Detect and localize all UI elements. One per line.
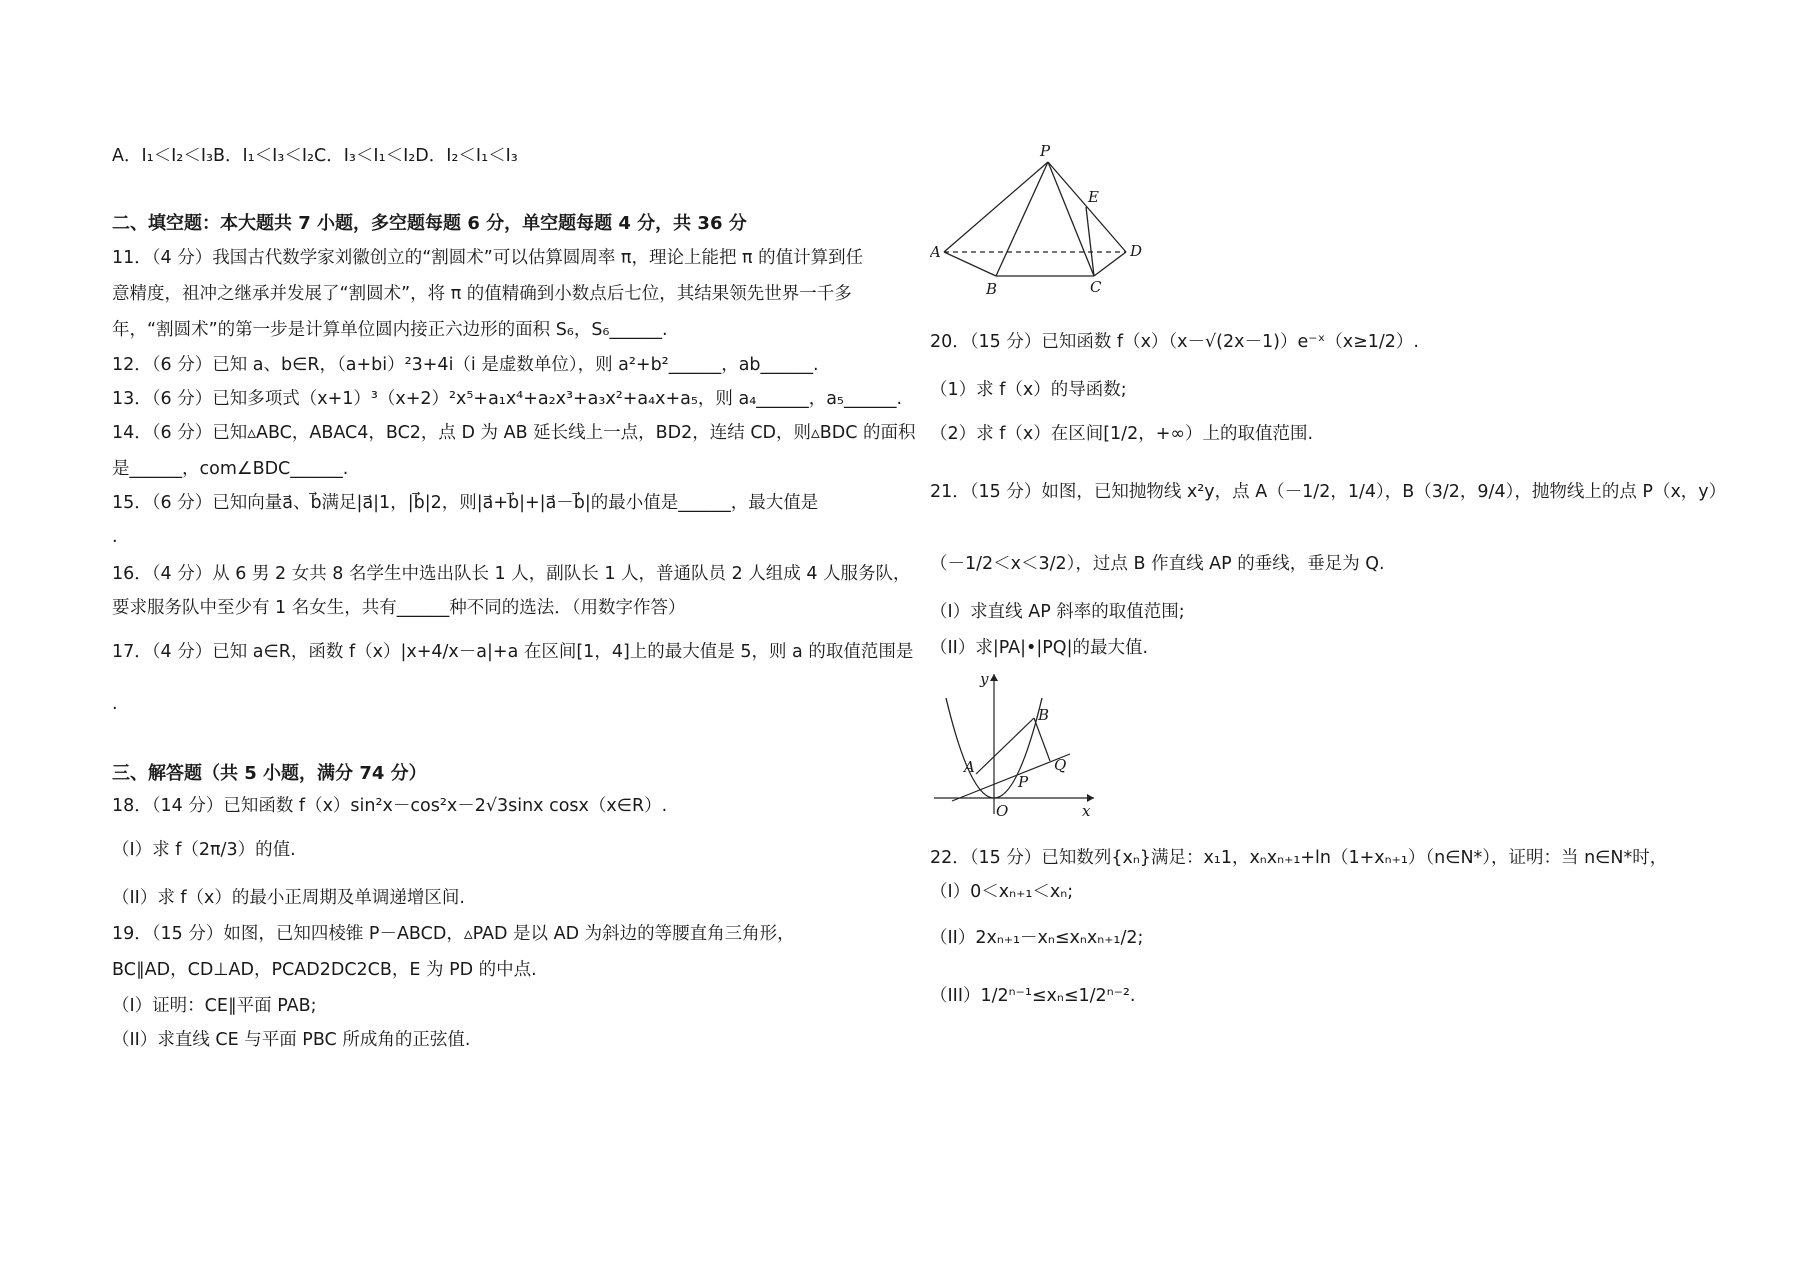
q18-part2: （II）求 f（x）的最小正周期及单调递增区间. [112, 888, 465, 908]
q15-line2: . [112, 527, 118, 547]
label-p: P [1040, 142, 1051, 160]
q20-part2: （2）求 f（x）在区间[1/2，+∞）上的取值范围. [930, 424, 1314, 444]
q22-line1: 22．（15 分）已知数列{xₙ}满足：x₁1，xₙxₙ₊₁+ln（1+xₙ₊₁）（n∈N*），证明：当 n∈N*时， [930, 848, 1668, 868]
q13: 13．（6 分）已知多项式（x+1）³（x+2）²x⁵+a₁x⁴+a₂x³+a₃x²+a₄x+a₅，则 a₄______，a₅______. [112, 389, 903, 409]
axis-y-label: y [980, 670, 989, 688]
q17-line1: 17．（4 分）已知 a∈R，函数 f（x）|x+4/x－a|+a 在区间[1，4]上的最大值是 5，则 a 的取值范围是 [112, 642, 914, 662]
q11-line2: 意精度，祖冲之继承并发展了“割圆术”，将 π 的值精确到小数点后七位，其结果领先世界一千多 [112, 284, 852, 304]
q18-part1: （I）求 f（2π/3）的值. [112, 840, 296, 860]
label-e: E [1088, 188, 1099, 206]
q18-line1: 18．（14 分）已知函数 f（x）sin²x－cos²x－2√3sinx cosx（x∈R）. [112, 796, 668, 816]
q11-line3: 年，“割圆术”的第一步是计算单位圆内接正六边形的面积 S₆，S₆______. [112, 320, 668, 340]
q19-part2: （II）求直线 CE 与平面 PBC 所成角的正弦值. [112, 1030, 471, 1050]
q14-line2: 是______，com∠BDC______. [112, 459, 349, 479]
label-o: O [996, 802, 1009, 818]
q21-line1: 21．（15 分）如图，已知抛物线 x²y，点 A（－1/2，1/4），B（3/2，9/4），抛物线上的点 P（x，y） [930, 482, 1727, 502]
label-c: C [1090, 278, 1102, 296]
q16-line2: 要求服务队中至少有 1 名女生，共有______种不同的选法．（用数字作答） [112, 598, 686, 618]
q21-part2: （II）求|PA|•|PQ|的最大值. [930, 638, 1149, 658]
label-a2: A [964, 758, 975, 776]
q17-line2: . [112, 694, 118, 714]
axis-x-label: x [1082, 802, 1091, 818]
q12: 12．（6 分）已知 a、b∈R，（a+bi）²3+4i（i 是虚数单位），则 a²+b²______，ab______. [112, 355, 819, 375]
q22-part1: （I）0＜xₙ₊₁＜xₙ; [930, 882, 1074, 902]
q22-part3: （III）1/2ⁿ⁻¹≤xₙ≤1/2ⁿ⁻². [930, 986, 1136, 1006]
label-q2: Q [1054, 756, 1067, 774]
q21-line2: （－1/2＜x＜3/2），过点 B 作直线 AP 的垂线，垂足为 Q. [930, 554, 1385, 574]
q20-part1: （1）求 f（x）的导函数; [930, 380, 1127, 400]
q14-line1: 14．（6 分）已知▵ABC，ABAC4，BC2，点 D 为 AB 延长线上一点，BD2，连结 CD，则▵BDC 的面积 [112, 423, 916, 443]
label-p2: P [1018, 773, 1029, 791]
q15-line1: 15．（6 分）已知向量a⃗、b⃗满足|a⃗|1，|b⃗|2，则|a⃗+b⃗|+|a⃗－b⃗|的最小值是______，最大值是 [112, 493, 819, 513]
label-a: A [930, 243, 941, 261]
pyramid-diagram [930, 140, 1170, 300]
label-b2: B [1038, 706, 1050, 724]
label-b: B [986, 280, 998, 298]
q19-part1: （I）证明：CE∥平面 PAB; [112, 996, 317, 1016]
q22-part2: （II）2xₙ₊₁－xₙ≤xₙxₙ₊₁/2; [930, 928, 1144, 948]
q11-line1: 11．（4 分）我国古代数学家刘徽创立的“割圆术”可以估算圆周率 π，理论上能把 π 的值计算到任 [112, 248, 864, 268]
q20-line1: 20．（15 分）已知函数 f（x）（x－√(2x－1)）e⁻ˣ（x≥1/2）. [930, 332, 1419, 352]
q19-line2: BC∥AD，CD⊥AD，PCAD2DC2CB，E 为 PD 的中点. [112, 960, 537, 980]
q19-line1: 19．（15 分）如图，已知四棱锥 P－ABCD，▵PAD 是以 AD 为斜边的等腰直角三角形， [112, 924, 795, 944]
label-d: D [1130, 242, 1143, 260]
q21-part1: （I）求直线 AP 斜率的取值范围; [930, 602, 1185, 622]
q16-line1: 16．（4 分）从 6 男 2 女共 8 名学生中选出队长 1 人，副队长 1 人，普通队员 2 人组成 4 人服务队， [112, 564, 911, 584]
parabola-diagram [930, 668, 1100, 818]
q10-options: A．I₁＜I₂＜I₃B．I₁＜I₃＜I₂C．I₃＜I₁＜I₂D．I₂＜I₁＜I₃ [112, 146, 518, 166]
section3-title: 三、解答题（共 5 小题，满分 74 分） [112, 763, 427, 784]
section2-title: 二、填空题：本大题共 7 小题，多空题每题 6 分，单空题每题 4 分，共 36 分 [112, 213, 747, 234]
